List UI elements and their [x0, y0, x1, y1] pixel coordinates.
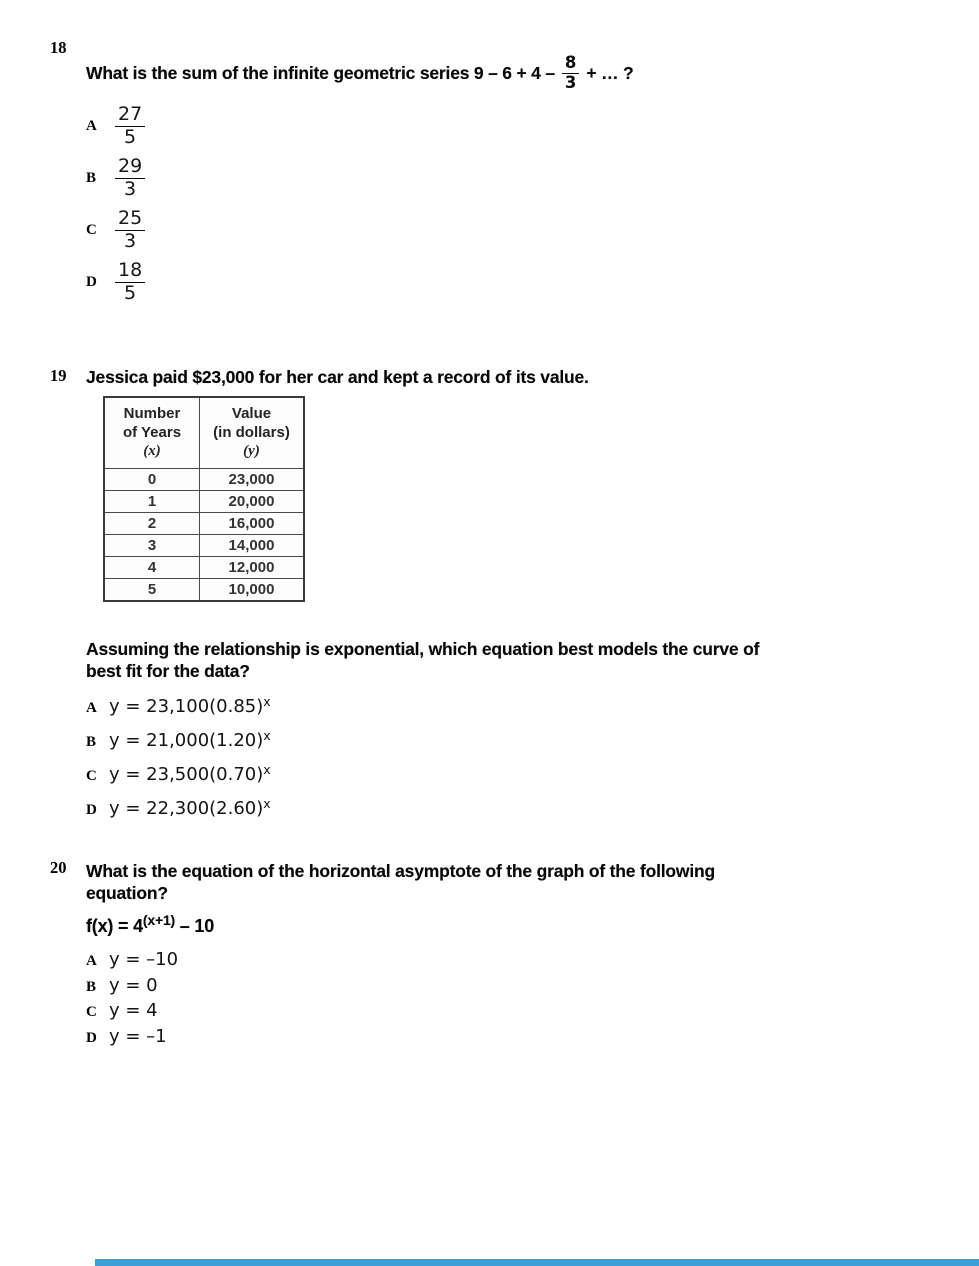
choice-equation: y = 0	[109, 974, 158, 996]
question-20-choices	[86, 950, 979, 1047]
exponent: x	[263, 762, 271, 777]
fraction-denominator: 5	[115, 126, 145, 148]
table-header-value: Value (in dollars) (y)	[200, 397, 305, 469]
question-19-intro: Jessica paid $23,000 for her car and kept a record of its value.	[86, 367, 589, 387]
fraction-numerator: 18	[118, 259, 143, 282]
exponent: (x+1)	[142, 912, 175, 928]
exponent: x	[263, 796, 271, 811]
fraction-numerator: 29	[118, 155, 143, 178]
choice-letter: C	[86, 1004, 97, 1020]
question-20-number: 20	[50, 858, 67, 877]
question-18-choices	[86, 103, 979, 305]
answer-choice-c	[86, 207, 979, 253]
value-cell: 23,000	[200, 469, 305, 491]
question-19-number: 19	[50, 366, 67, 385]
fraction-denominator: 3	[562, 73, 579, 92]
question-20-prompt: What is the equation of the horizontal asymptote of the graph of the following equation?	[86, 861, 715, 903]
answer-choice-a	[86, 103, 979, 149]
answer-choice-d	[86, 794, 979, 819]
table-row	[104, 579, 304, 602]
answer-choice-c	[86, 1001, 979, 1021]
question-18-prompt-text: What is the sum of the infinite geometric series 9 – 6 + 4 –	[86, 63, 555, 83]
years-cell: 4	[104, 557, 200, 579]
table-header-years: Number of Years (x)	[104, 397, 200, 469]
table-header-x-var: (x)	[143, 443, 161, 460]
choice-letter: A	[86, 700, 97, 716]
table-row	[104, 513, 304, 535]
exponent: x	[263, 728, 271, 743]
bottom-page-bar	[95, 1259, 979, 1266]
question-19-prompt: Assuming the relationship is exponential, which equation best models the curve of best fit for the data?	[86, 639, 760, 681]
choice-letter: D	[86, 273, 97, 290]
answer-choice-d	[86, 259, 979, 305]
question-19	[0, 366, 979, 828]
value-cell: 12,000	[200, 557, 305, 579]
fraction-numerator: 8	[564, 53, 577, 73]
exponent: x	[263, 694, 271, 709]
years-cell: 3	[104, 535, 200, 557]
question-20	[0, 858, 979, 1052]
choice-equation: y = –10	[109, 949, 179, 970]
table-row	[104, 557, 304, 579]
table-row	[104, 469, 304, 491]
inline-fraction	[562, 54, 579, 92]
years-cell: 0	[104, 469, 200, 491]
choice-fraction	[115, 208, 145, 252]
choice-equation: y = 4	[109, 1000, 158, 1021]
table-row	[104, 491, 304, 513]
choice-equation: $y = 23,500(0.70)^x$	[109, 762, 271, 785]
answer-choice-d	[86, 1027, 979, 1047]
choice-fraction	[115, 260, 145, 304]
value-cell: 20,000	[200, 491, 305, 513]
choice-letter: D	[86, 802, 97, 818]
years-cell: 1	[104, 491, 200, 513]
question-18-number: 18	[50, 38, 67, 57]
choice-letter: D	[86, 1029, 97, 1046]
fraction-numerator: 25	[118, 207, 143, 230]
fraction-numerator: 27	[118, 103, 143, 126]
years-cell: 5	[104, 579, 200, 602]
question-18-prompt-suffix: + … ?	[586, 63, 634, 83]
value-cell: 16,000	[200, 513, 305, 535]
years-cell: 2	[104, 513, 200, 535]
table-header-row	[104, 397, 304, 469]
answer-choice-a	[86, 692, 979, 717]
answer-choice-b	[86, 726, 979, 751]
choice-fraction	[115, 156, 145, 200]
value-cell: 10,000	[200, 579, 305, 602]
answer-choice-c	[86, 760, 979, 785]
choice-letter: A	[86, 117, 97, 134]
question-19-choices	[86, 692, 979, 819]
choice-equation: y = –1	[109, 1025, 167, 1047]
choice-letter: C	[86, 221, 97, 238]
question-20-equation: $f(x) = 4^{(x+1)} - 10$	[86, 912, 215, 936]
value-cell: 14,000	[200, 535, 305, 557]
answer-choice-b	[86, 155, 979, 201]
answer-choice-b	[86, 976, 979, 996]
fraction-denominator: 3	[115, 230, 145, 252]
question-18	[0, 38, 979, 311]
choice-letter: B	[86, 978, 97, 995]
fraction-denominator: 5	[115, 282, 145, 304]
answer-choice-a	[86, 950, 979, 970]
table-row	[104, 535, 304, 557]
table-header-y-var: (y)	[243, 443, 260, 460]
choice-letter: C	[86, 768, 97, 784]
choice-equation: $y = 21,000(1.20)^x$	[109, 728, 271, 751]
choice-letter: A	[86, 953, 97, 969]
fraction-denominator: 3	[115, 178, 145, 200]
choice-letter: B	[86, 169, 97, 186]
car-value-table	[103, 396, 979, 602]
question-18-prompt	[86, 46, 979, 100]
choice-equation: $y = 23,100(0.85)^x$	[109, 694, 271, 717]
choice-equation: $y = 22,300(2.60)^x$	[109, 796, 271, 819]
choice-fraction	[115, 104, 145, 148]
choice-letter: B	[86, 734, 97, 750]
